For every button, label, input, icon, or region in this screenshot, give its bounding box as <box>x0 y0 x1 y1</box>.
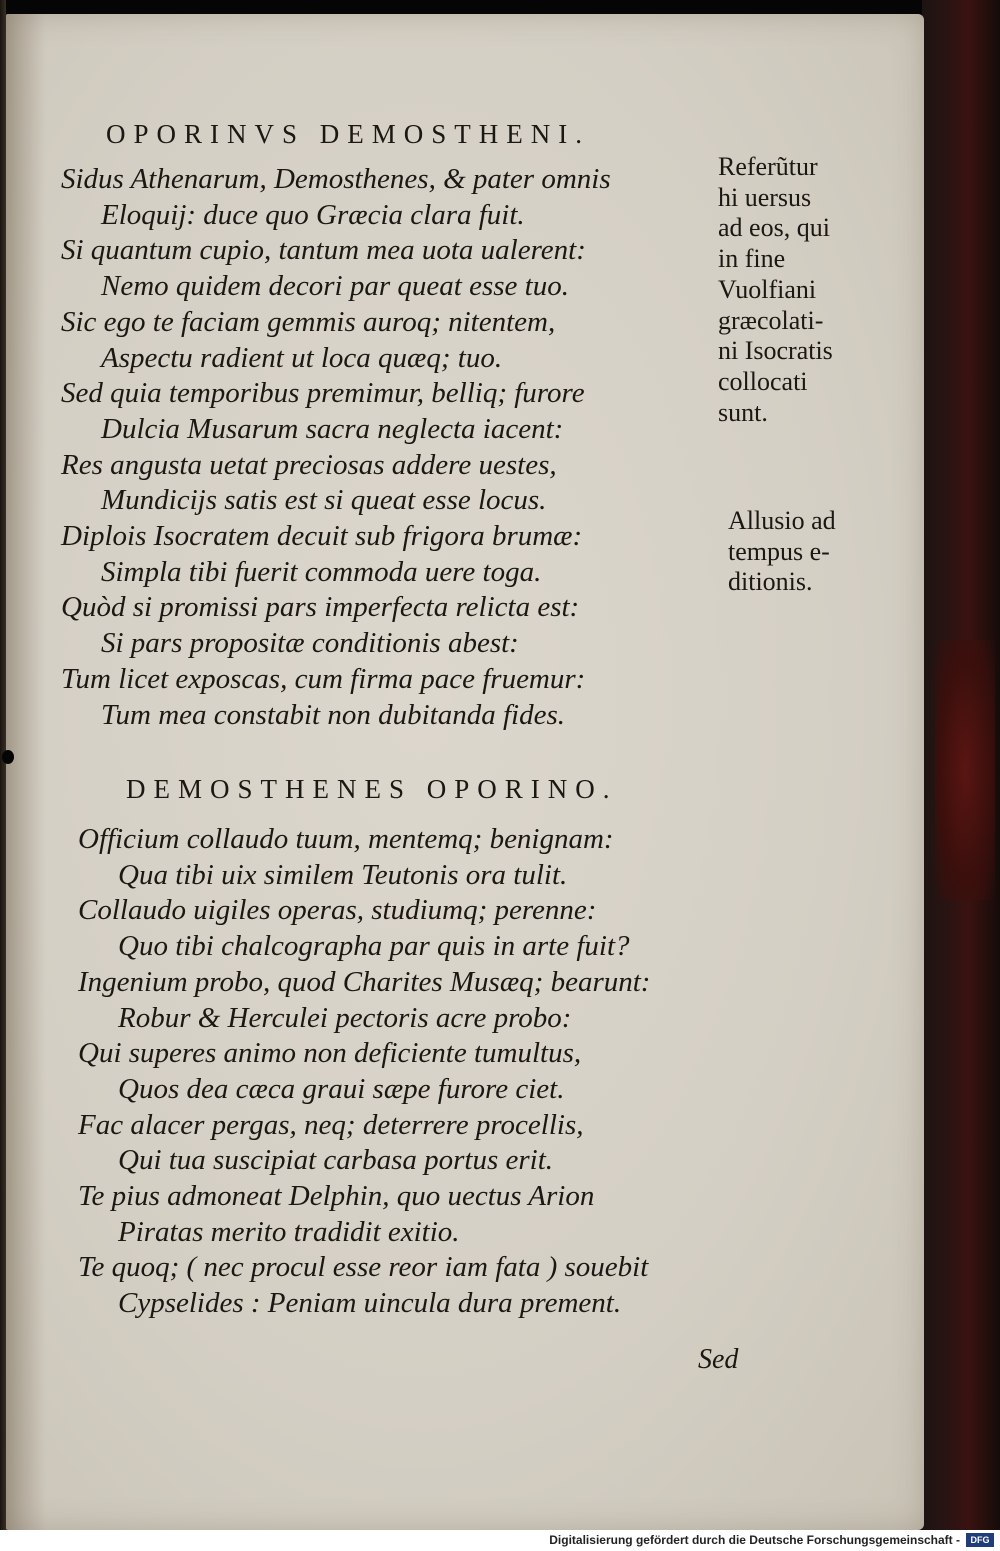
poem-oporinus <box>61 162 611 733</box>
verse-line: Qui superes animo non deficiente tumultus, <box>78 1037 582 1070</box>
verse-line: Quo tibi chalcographa par quis in arte fuit? <box>118 930 630 963</box>
verse-line: Quos dea cæca graui sæpe furore ciet. <box>118 1072 565 1105</box>
poem-demosthenes <box>78 822 650 1322</box>
verse-line: Simpla tibi fuerit commoda uere toga. <box>101 555 542 588</box>
page-gutter-shadow <box>6 14 46 1530</box>
heading-demosthenes-oporino: DEMOSTHENES OPORINO. <box>126 774 618 804</box>
digitization-footer <box>0 1530 1000 1551</box>
margin-note-referuntur <box>718 152 833 428</box>
note-line: ni Isocratis <box>718 336 833 366</box>
verse-line: Quòd si promissi pars imperfecta relicta est: <box>61 591 580 624</box>
verse-line: Res angusta uetat preciosas addere uestes, <box>61 448 557 481</box>
binding-stain <box>935 640 995 900</box>
verse-line: Fac alacer pergas, neq; deterrere procellis, <box>78 1108 584 1141</box>
note-line: collocati <box>718 366 808 396</box>
verse-line: Te quoq; ( nec procul esse reor iam fata ) souebit <box>78 1251 649 1284</box>
page-edge-mark <box>2 750 14 764</box>
note-line: ditionis. <box>728 567 813 597</box>
margin-note-allusio <box>728 506 836 598</box>
verse-line: Sic ego te faciam gemmis auroq; nitentem, <box>61 305 556 338</box>
verse-line: Si quantum cupio, tantum mea uota ualerent: <box>61 234 586 267</box>
verse-line: Eloquij: duce quo Græcia clara fuit. <box>101 198 525 231</box>
note-line: in fine <box>718 244 786 274</box>
note-line: hi uersus <box>718 182 812 212</box>
verse-line: Te pius admoneat Delphin, quo uectus Arion <box>78 1180 595 1213</box>
verse-line: Robur & Herculei pectoris acre probo: <box>118 1001 572 1034</box>
verse-line: Tum mea constabit non dubitanda fides. <box>101 698 565 731</box>
verse-line: Cypselides : Peniam uincula dura prement. <box>118 1287 622 1320</box>
verse-line: Sed quia temporibus premimur, belliq; furore <box>61 377 585 410</box>
note-line: Referũtur <box>718 152 818 181</box>
verse-line: Tum licet exposcas, cum firma pace fruemur: <box>61 662 586 695</box>
dfg-logo-icon: DFG <box>966 1533 994 1547</box>
verse-line: Qui tua suscipiat carbasa portus erit. <box>118 1144 554 1177</box>
verse-line: Mundicijs satis est si queat esse locus. <box>101 484 547 517</box>
verse-line: Sidus Athenarum, Demosthenes, & pater omnis <box>61 163 611 195</box>
footer-credit: Digitalisierung gefördert durch die Deutsche Forschungsgemeinschaft - <box>549 1533 960 1547</box>
note-line: Vuolfiani <box>718 274 817 304</box>
note-line: ad eos, qui <box>718 213 830 243</box>
verse-line: Diplois Isocratem decuit sub frigora brumæ: <box>61 520 583 553</box>
verse-line: Ingenium probo, quod Charites Musæq; bearunt: <box>78 965 651 998</box>
verse-line: Dulcia Musarum sacra neglecta iacent: <box>101 412 564 445</box>
verse-line: Officium collaudo tuum, mentemq; benignam: <box>78 823 614 855</box>
verse-line: Qua tibi uix similem Teutonis ora tulit. <box>118 858 568 891</box>
verse-line: Nemo quidem decori par queat esse tuo. <box>101 270 569 303</box>
note-line: Allusio ad <box>728 506 836 535</box>
note-line: tempus e- <box>728 536 830 566</box>
verse-line: Piratas merito tradidit exitio. <box>118 1215 460 1248</box>
heading-oporinus-demostheni: OPORINVS DEMOSTHENI. <box>106 119 591 149</box>
note-line: sunt. <box>718 397 768 427</box>
note-line: græcolati- <box>718 305 824 335</box>
verse-line: Aspectu radient ut loca quæq; tuo. <box>101 341 503 374</box>
catchword: Sed <box>698 1344 739 1375</box>
verse-line: Si pars propositæ conditionis abest: <box>101 627 519 660</box>
book-page <box>6 14 924 1530</box>
verse-line: Collaudo uigiles operas, studiumq; perenne: <box>78 894 597 927</box>
